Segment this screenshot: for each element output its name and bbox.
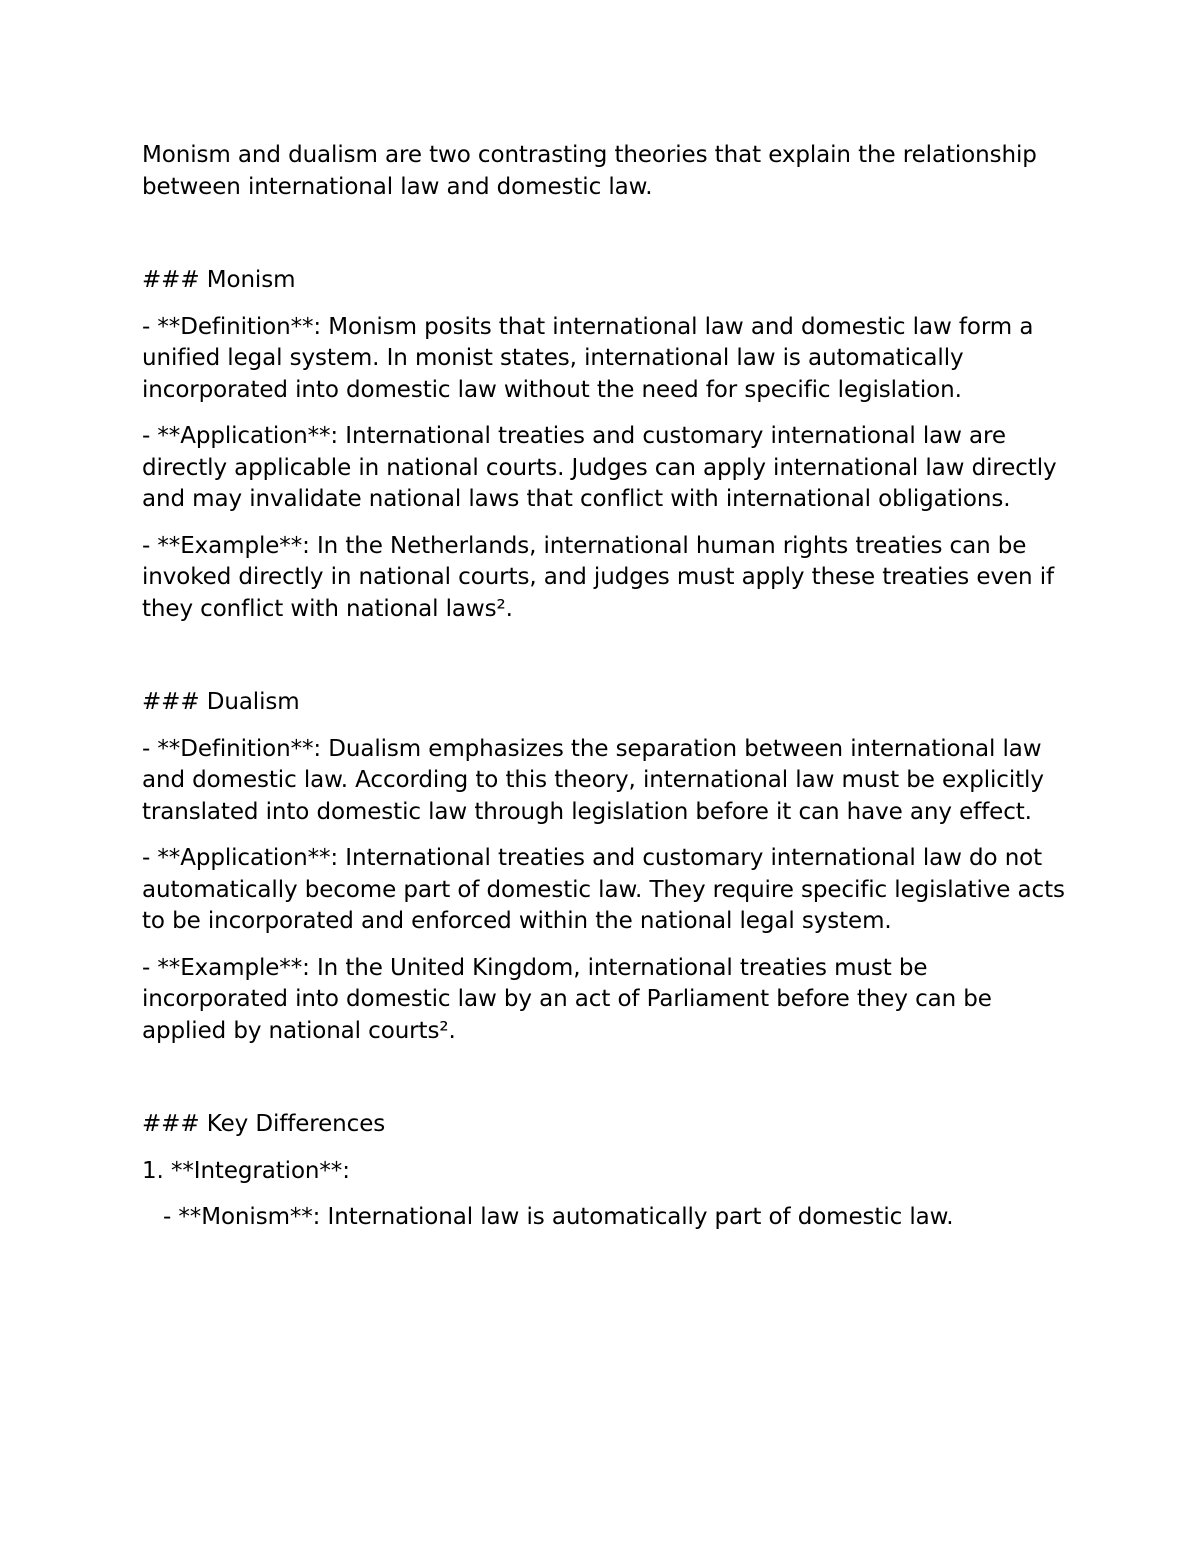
monism-example: - **Example**: In the Netherlands, international human rights treaties can be invoked directly in national courts, and judges must apply these treaties even if they conflict with national laws². — [142, 532, 1054, 622]
monism-definition: - **Definition**: Monism posits that international law and domestic law form a unified legal system. In monist states, international law is automatically incorporated into domestic law without the need for specific legislation. — [142, 313, 1034, 403]
dualism-heading: ### Dualism — [142, 689, 300, 715]
differences-heading: ### Key Differences — [142, 1111, 386, 1137]
document-body — [142, 140, 1072, 1249]
differences-item-integration-monism: - **Monism**: International law is automatically part of domestic law. — [163, 1204, 954, 1230]
dualism-example: - **Example**: In the United Kingdom, international treaties must be incorporated into domestic law by an act of Parliament before they can be applied by national courts². — [142, 954, 992, 1044]
intro-paragraph: Monism and dualism are two contrasting theories that explain the relationship between international law and domestic law. — [142, 142, 1037, 200]
differences-item-integration: 1. **Integration**: — [142, 1157, 350, 1184]
dualism-definition: - **Definition**: Dualism emphasizes the separation between international law and domestic law. According to this theory, international law must be explicitly translated into domestic law through legislation before it can have any effect. — [142, 735, 1044, 825]
monism-heading: ### Monism — [142, 267, 296, 293]
dualism-application: - **Application**: International treaties and customary international law do not automatically become part of domestic law. They require specific legislative acts to be incorporated and enforced within the national legal system. — [142, 845, 1065, 934]
monism-application: - **Application**: International treaties and customary international law are directly applicable in national courts. Judges can apply international law directly and may invalidate national laws that conflict with international obligations. — [142, 423, 1057, 512]
